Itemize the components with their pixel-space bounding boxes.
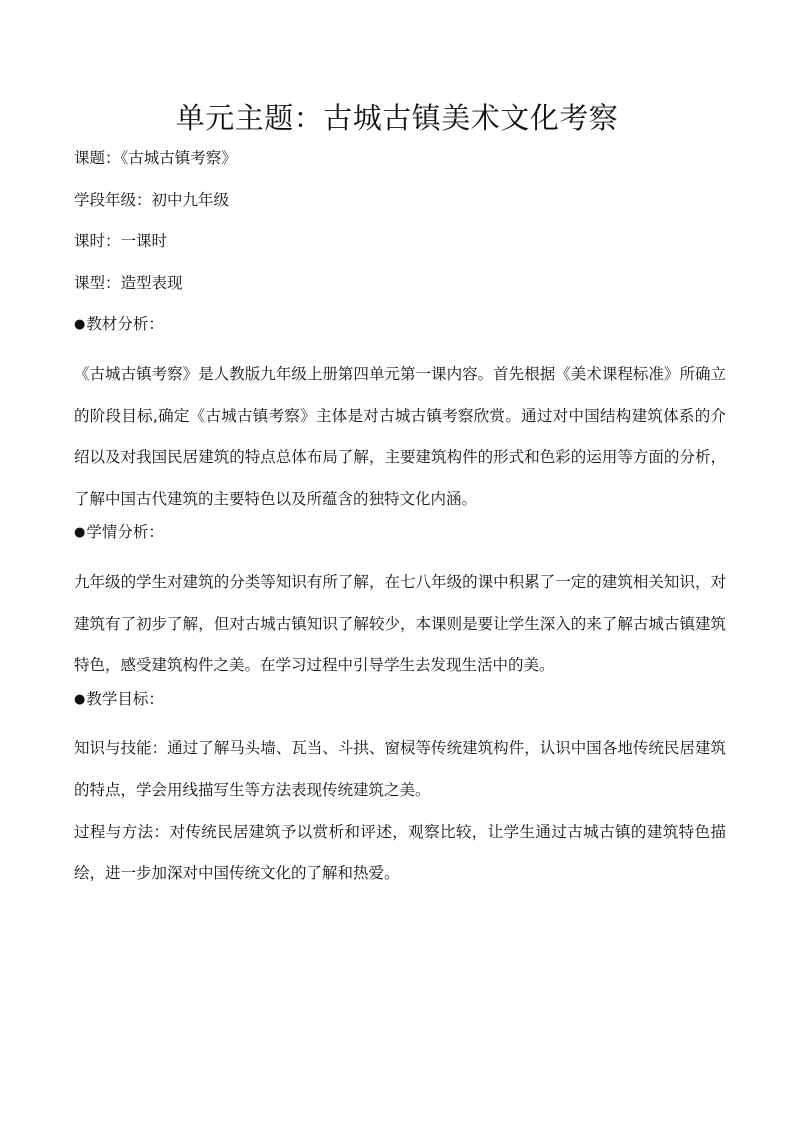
bullet-icon: ● bbox=[74, 525, 86, 541]
grade-line: 学段年级：初中九年级 bbox=[74, 190, 230, 209]
textbook-analysis-paragraph: 《古城古镇考察》是人教版九年级上册第四单元第一课内容。首先根据《美术课程标准》所确立的阶段目标,确定《古城古镇考察》主体是对古城古镇考察欣赏。通过对中国结构建筑体系的介绍以及对我国民居建筑的特点总体布局了解，主要建筑构件的形式和色彩的运用等方面的分析，了解中国古代建筑的主要特色以及所蕴含的独特文化内涵。 bbox=[74, 364, 726, 508]
section-heading-text: 学情分析： bbox=[86, 523, 164, 542]
lesson-type-line: 课型：造型表现 bbox=[74, 273, 183, 292]
student-analysis-paragraph: 九年级的学生对建筑的分类等知识有所了解，在七八年级的课中积累了一定的建筑相关知识，对建筑有了初步了解，但对古城古镇知识了解较少，本课则是要让学生深入的来了解古城古镇建筑特色，感受建筑构件之美。在学习过程中引导学生去发现生活中的美。 bbox=[74, 572, 726, 675]
lesson-title-line: 课题：《古城古镇考察》 bbox=[74, 149, 237, 167]
document-title: 单元主题：古城古镇美术文化考察 bbox=[175, 101, 619, 135]
section-heading-textbook-analysis bbox=[74, 312, 726, 354]
document-body bbox=[74, 146, 726, 895]
process-method-paragraph: 过程与方法：对传统民居建筑予以赏析和评述，观察比较，让学生通过古城古镇的建筑特色描绘，进一步加深对中国传统文化的了解和热爱。 bbox=[74, 822, 726, 883]
bullet-icon: ● bbox=[74, 691, 86, 707]
section-heading-text: 教材分析： bbox=[86, 315, 164, 334]
section-heading-teaching-goals bbox=[74, 687, 726, 729]
bullet-icon: ● bbox=[74, 317, 86, 333]
class-hours-line: 课时：一课时 bbox=[74, 232, 168, 251]
section-heading-student-analysis bbox=[74, 520, 726, 562]
knowledge-skills-paragraph: 知识与技能：通过了解马头墙、瓦当、斗拱、窗棂等传统建筑构件，认识中国各地传统民居建筑的特点，学会用线描写生等方法表现传统建筑之美。 bbox=[74, 739, 726, 799]
section-heading-text: 教学目标： bbox=[86, 689, 164, 708]
